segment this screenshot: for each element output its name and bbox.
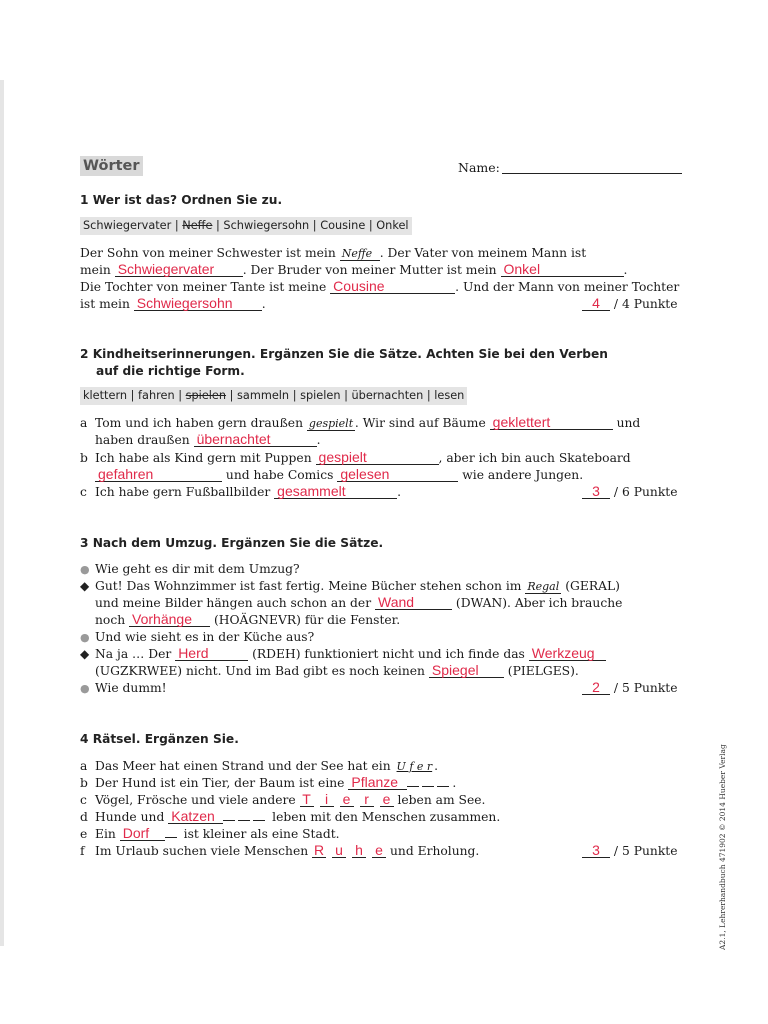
section-1-heading: 1 Wer ist das? Ordnen Sie zu. [80,193,283,207]
s4-item-b: b Der Hund ist ein Tier, der Baum ist eine Pflanze . [80,774,457,790]
s4-item-e: e Ein Dorf ist kleiner als eine Stadt. [80,825,340,841]
bullet-circle-icon: ● [80,682,90,695]
answer-wand[interactable]: Wand [375,595,452,610]
s2-score-value[interactable]: 3 [582,484,610,499]
word-schwiegersohn: Schwiegersohn [223,219,310,232]
section-2-heading-cont: auf die richtige Form. [96,364,245,378]
bullet-diamond-icon: ◆ [80,579,90,593]
answer-uebernachtet[interactable]: übernachtet [194,432,317,447]
letter-i[interactable]: i [320,792,334,807]
letter-e2[interactable]: e [380,792,394,807]
answer-cousine[interactable]: Cousine [330,279,455,294]
handwritten-regal: Regal [525,581,561,594]
answer-schwiegervater[interactable]: Schwiegervater [115,262,243,277]
section-3-heading: 3 Nach dem Umzug. Ergänzen Sie die Sätze. [80,536,384,550]
name-field-line [502,173,682,174]
answer-schwiegersohn[interactable]: Schwiegersohn [134,296,262,311]
s4-score: 3 / 5 Punkte [582,843,678,860]
word-schwiegervater: Schwiegervater [83,219,172,232]
s3-line-2: ◆ Gut! Das Wohnzimmer ist fast fertig. Meine Bücher stehen schon im Regal (GERAL) [80,579,620,593]
answer-gelesen[interactable]: gelesen [337,467,458,482]
letter-h[interactable]: h [352,843,366,858]
s3-line-3: und meine Bilder hängen auch schon an der Wand (DWAN). Aber ich brauche [95,594,623,610]
letter-u[interactable]: u [332,843,346,858]
answer-werkzeug[interactable]: Werkzeug [529,646,606,661]
s2-item-a-line-2: haben draußen übernachtet . [95,431,321,447]
answer-onkel[interactable]: Onkel [501,262,624,277]
s3-score-value[interactable]: 2 [582,680,610,695]
s3-line-4: noch Vorhänge (HOÄGNEVR) für die Fenster. [95,611,401,627]
bullet-diamond-icon: ◆ [80,647,90,661]
s4-item-a: a Das Meer hat einen Strand und der See hat ein U f e r . [80,759,439,773]
answer-herd[interactable]: Herd [175,646,248,661]
s1-score-value[interactable]: 4 [582,296,610,311]
s1-line-3: Die Tochter von meiner Tante ist meine Cousine . Und der Mann von meiner Tochter [80,278,680,294]
handwritten-ufer: U f e r [396,760,433,773]
bullet-circle-icon: ● [80,563,90,576]
section-2-word-box: klettern | fahren | spielen | sammeln | spielen | übernachten | lesen [80,387,467,405]
s3-line-6: ◆ Na ja … Der Herd (RDEH) funktioniert nicht und ich finde das Werkzeug [80,646,606,663]
s1-line-1: Der Sohn von meiner Schwester ist mein Neffe . Der Vater von meinem Mann ist [80,246,587,260]
bullet-circle-icon: ● [80,631,90,644]
page-title: Wörter [80,156,143,176]
letter-r[interactable]: R [314,842,325,858]
word-onkel: Onkel [376,219,409,232]
section-4-heading: 4 Rätsel. Ergänzen Sie. [80,732,239,746]
s2-item-a-line-1: a Tom und ich haben gern draußen gespielt . Wir sind auf Bäume geklettert und [80,414,641,430]
answer-spiegel[interactable]: Spiegel [429,663,504,678]
section-2-heading: 2 Kindheitserinnerungen. Ergänzen Sie die Sätze. Achten Sie bei den Verben [80,347,608,361]
s2-score: 3 / 6 Punkte [582,484,678,501]
s3-line-7: (UGZKRWEE) nicht. Und im Bad gibt es noch keinen Spiegel (PIELGES). [95,662,579,678]
s2-item-b-line-1: b Ich habe als Kind gern mit Puppen gespielt , aber ich bin auch Skateboard [80,449,631,465]
copyright-vertical: A2.1, Lehrerhandbuch 471902 © 2014 Hueber Verlag [718,744,727,950]
answer-gespielt[interactable]: gespielt [316,450,439,465]
word-neffe-struck: Neffe [182,219,213,232]
s4-item-f: f Im Urlaub suchen viele Menschen R u h e und Erholung. [80,842,480,858]
letter-e[interactable]: e [340,792,354,807]
handwritten-gespielt: gespielt [308,417,354,430]
section-1-word-box: Schwiegervater | Neffe | Schwiegersohn | Cousine | Onkel [80,217,412,235]
answer-dorf[interactable]: Dorf [120,826,165,841]
s3-line-5: ● Und wie sieht es in der Küche aus? [80,630,315,644]
s1-score: 4 / 4 Punkte [582,296,678,313]
handwritten-neffe: Neffe [340,248,380,261]
answer-pflanze[interactable]: Pflanze [348,775,407,790]
letter-e[interactable]: e [372,843,386,858]
letter-r[interactable]: r [360,792,374,807]
answer-gefahren[interactable]: gefahren [95,467,222,482]
s4-item-d: d Hunde und Katzen leben mit den Menschen zusammen. [80,808,501,824]
answer-vorhaenge[interactable]: Vorhänge [129,612,210,627]
word-cousine: Cousine [320,219,366,232]
s3-line-8: ● Wie dumm! [80,681,167,695]
s1-line-4: ist mein Schwiegersohn . [80,295,266,311]
answer-geklettert[interactable]: geklettert [490,415,613,430]
s1-line-2: mein Schwiegervater . Der Bruder von meiner Mutter ist mein Onkel . [80,261,628,277]
s2-item-b-line-2: gefahren und habe Comics gelesen wie andere Jungen. [95,467,583,484]
answer-gesammelt[interactable]: gesammelt [274,484,397,499]
s2-item-c-line-1: c Ich habe gern Fußballbilder gesammelt . [80,483,402,499]
letter-t[interactable]: T [300,792,314,807]
s4-item-c: c Vögel, Frösche und viele andere T i e r e leben am See. [80,791,486,807]
answer-katzen[interactable]: Katzen [168,809,223,824]
page-edge-divider [0,80,4,946]
s4-score-value[interactable]: 3 [582,843,610,858]
s3-line-1: ● Wie geht es dir mit dem Umzug? [80,562,300,576]
s3-score: 2 / 5 Punkte [582,680,678,697]
name-label: Name: [458,160,500,175]
